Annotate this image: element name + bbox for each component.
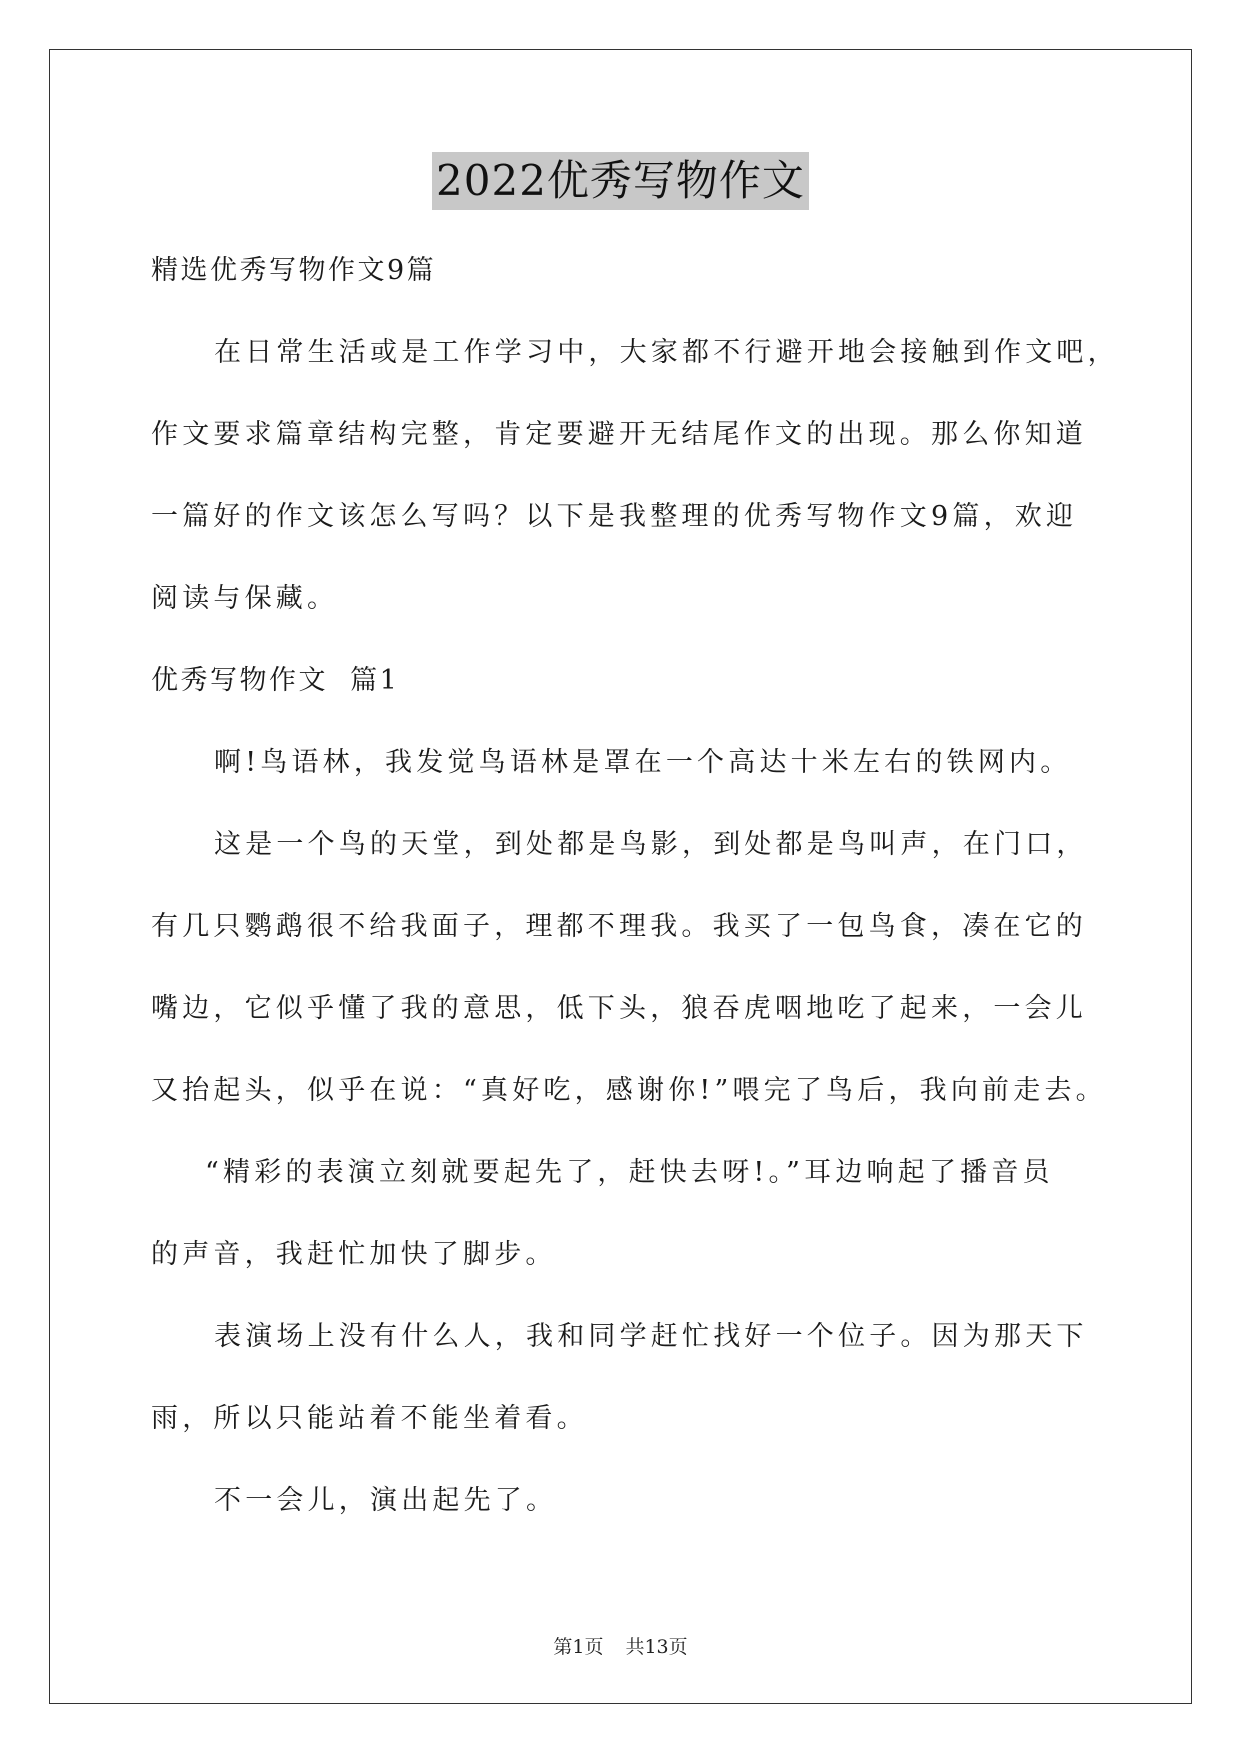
page-total: 共13页 — [625, 1636, 688, 1658]
body-line: 有几只鹦鹉很不给我面子，理都不理我。我买了一包鸟食，凑在它的 — [151, 911, 1087, 942]
document-title: 2022优秀写物作文 — [432, 152, 809, 210]
intro-line: 阅读与保藏。 — [151, 583, 339, 614]
body-line: 的声音，我赶忙加快了脚步。 — [151, 1239, 557, 1270]
page-number: 第1页 — [553, 1636, 604, 1658]
section-heading: 优秀写物作文 篇1 — [151, 665, 400, 696]
intro-line: 作文要求篇章结构完整，肯定要避开无结尾作文的出现。那么你知道 — [151, 419, 1087, 450]
body-line: 这是一个鸟的天堂，到处都是鸟影，到处都是鸟叫声，在门口， — [214, 829, 1088, 860]
intro-line: 在日常生活或是工作学习中，大家都不行避开地会接触到作文吧， — [214, 337, 1119, 368]
title-container — [0, 152, 1241, 210]
body-line: “精彩的表演立刻就要起先了，赶快去呀!。”耳边响起了播音员 — [205, 1157, 1054, 1188]
body-line: 表演场上没有什么人，我和同学赶忙找好一个位子。因为那天下 — [214, 1321, 1088, 1352]
body-line: 又抬起头，似乎在说：“真好吃，感谢你!”喂完了鸟后，我向前走去。 — [151, 1075, 1107, 1106]
body-line: 啊!鸟语林，我发觉鸟语林是罩在一个高达十米左右的铁网内。 — [214, 747, 1072, 778]
body-line: 雨，所以只能站着不能坐着看。 — [151, 1403, 588, 1434]
page-footer — [0, 1634, 1241, 1660]
document-subtitle: 精选优秀写物作文9篇 — [151, 255, 437, 286]
document-body — [151, 230, 1119, 1542]
body-line: 不一会儿，演出起先了。 — [214, 1485, 558, 1516]
body-line: 嘴边，它似乎懂了我的意思，低下头，狼吞虎咽地吃了起来，一会儿 — [151, 993, 1087, 1024]
intro-line: 一篇好的作文该怎么写吗？以下是我整理的优秀写物作文9篇，欢迎 — [151, 501, 1078, 532]
